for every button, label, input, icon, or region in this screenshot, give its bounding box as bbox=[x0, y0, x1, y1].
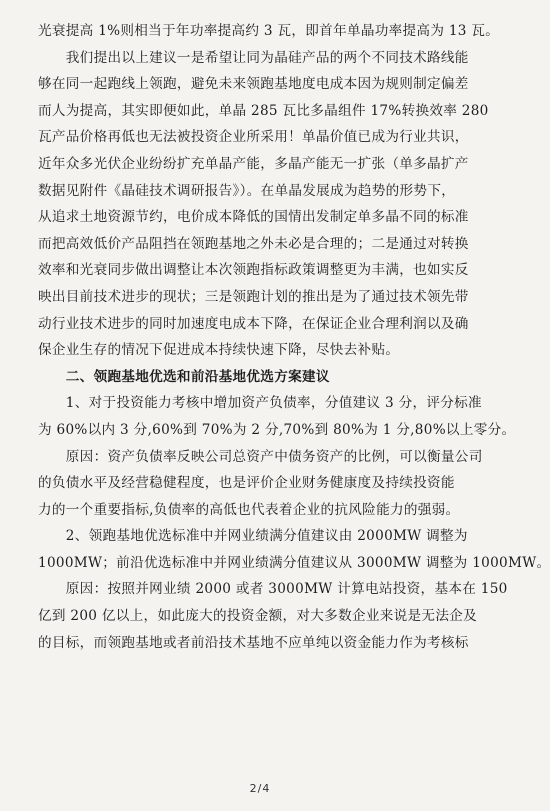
document-body bbox=[38, 18, 550, 656]
text-line: 亿到 200 亿以上，如此庞大的投资金额，对大多数企业来说是无法企及 bbox=[38, 608, 478, 625]
text-line: 效率和光衰同步做出调整让本次领跑指标政策调整更为丰满，也如实反 bbox=[38, 262, 469, 279]
text-line: 光衰提高 1%则相当于年功率提高约 3 瓦，即首年单晶功率提高为 13 瓦。 bbox=[38, 23, 500, 39]
text-line: 的负债水平及经营稳健程度，也是评价企业财务健康度及持续投资能 bbox=[38, 475, 455, 492]
text-line: 数据见附件《晶硅技术调研报告》）。在单晶发展成为趋势的形势下， bbox=[38, 182, 456, 199]
text-line: 映出目前技术进步的现状；三是领跑计划的推出是为了通过技术领先带 bbox=[38, 288, 469, 305]
text-line: 为 60%以内 3 分,60%到 70%为 2 分,70%到 80%为 1 分,80%以上零分。 bbox=[38, 421, 516, 438]
text-line: 1、对于投资能力考核中增加资产负债率，分值建议 3 分，评分标准 bbox=[38, 395, 482, 412]
text-line: 原因：资产负债率反映公司总资产中债务资产的比例，可以衡量公司 bbox=[38, 448, 483, 465]
text-line: 而把高效低价产品阻挡在领跑基地之外未必是合理的；二是通过对转换 bbox=[38, 235, 469, 252]
text-line: 我们提出以上建议一是希望让同为晶硅产品的两个不同技术路线能 bbox=[38, 49, 469, 66]
text-line: 的目标，而领跑基地或者前沿技术基地不应单纯以资金能力作为考核标 bbox=[38, 634, 469, 651]
text-line: 原因：按照并网业绩 2000 或者 3000MW 计算电站投资，基本在 150 bbox=[38, 581, 508, 598]
text-line: 动行业技术进步的同时加速度电成本下降，在保证企业合理利润以及确 bbox=[38, 315, 469, 332]
text-line: 近年众多光伏企业纷纷扩充单晶产能，多晶产能无一扩张（单多晶扩产 bbox=[38, 155, 469, 172]
section-heading: 二、领跑基地优选和前沿基地优选方案建议 bbox=[38, 368, 330, 385]
text-line: 而人为提高，其实即便如此，单晶 285 瓦比多晶组件 17%转换效率 280 bbox=[38, 102, 489, 119]
page-number: 2/4 bbox=[249, 782, 271, 795]
text-line: 力的一个重要指标,负债率的高低也代表着企业的抗风险能力的强弱。 bbox=[38, 501, 460, 518]
text-line: 瓦产品价格再低也无法被投资企业所采用！单晶价值已成为行业共识， bbox=[38, 129, 469, 146]
text-line: 1000MW；前沿优选标准中并网业绩满分值建议从 3000MW 调整为 1000MW。 bbox=[38, 554, 550, 571]
text-line: 够在同一起跑线上领跑，避免未来领跑基地度电成本因为规则制定偏差 bbox=[38, 76, 469, 93]
text-line: 从追求土地资源节约，电价成本降低的国情出发制定单多晶不同的标准 bbox=[38, 209, 469, 226]
text-line: 保企业生存的情况下促进成本持续快速下降，尽快去补贴。 bbox=[38, 342, 400, 359]
text-line: 2、领跑基地优选标准中并网业绩满分值建议由 2000MW 调整为 bbox=[38, 528, 468, 545]
